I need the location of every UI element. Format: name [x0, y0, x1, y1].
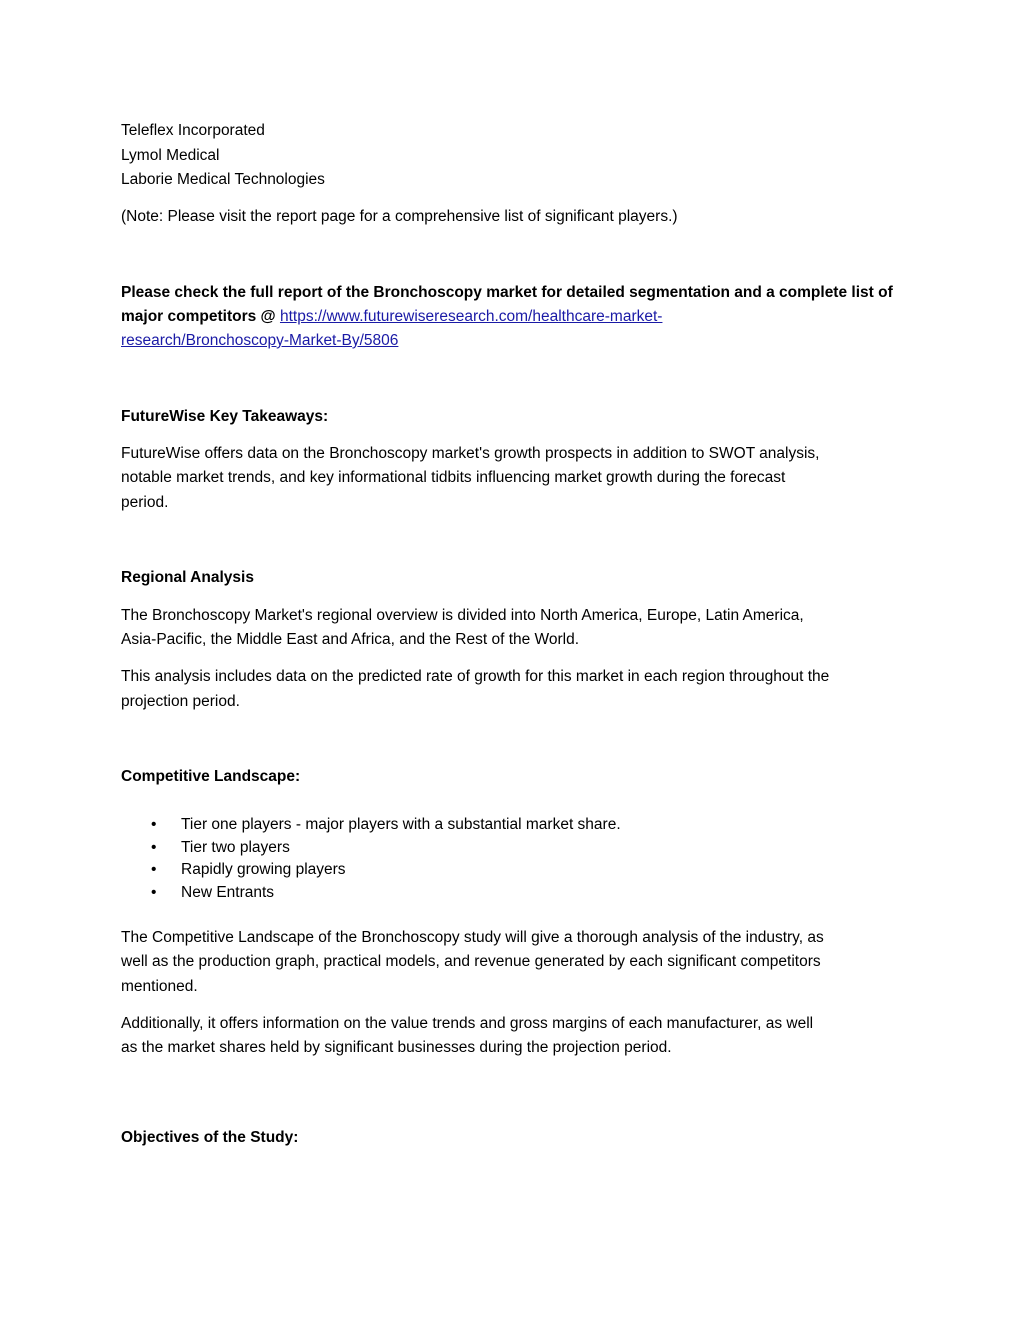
- company-name: Laborie Medical Technologies: [121, 171, 325, 188]
- bullet-icon: •: [151, 838, 157, 856]
- list-item-text: Rapidly growing players: [181, 861, 346, 878]
- regional-paragraph-line: This analysis includes data on the predicted rate of growth for this market in each region throughout the: [121, 668, 830, 685]
- list-item: [121, 837, 621, 860]
- regional-heading: Regional Analysis: [121, 569, 254, 586]
- list-item: [121, 814, 621, 837]
- report-link-line2[interactable]: research/Bronchoscopy-Market-By/5806: [121, 332, 399, 349]
- bullet-icon: •: [151, 816, 157, 833]
- note-text: (Note: Please visit the report page for a comprehensive list of significant players.): [121, 208, 678, 225]
- list-item-text: Tier one players - major players with a substantial market share.: [181, 816, 621, 833]
- competitive-heading: Competitive Landscape:: [121, 768, 301, 785]
- competitive-bullet-list: [121, 814, 621, 904]
- competitive-paragraph-line: Additionally, it offers information on the value trends and gross margins of each manufacturer, as well: [121, 1015, 814, 1032]
- objectives-heading: Objectives of the Study:: [121, 1129, 299, 1146]
- list-item: [121, 882, 621, 905]
- regional-paragraph-line: Asia-Pacific, the Middle East and Africa, and the Rest of the World.: [121, 631, 580, 648]
- takeaways-line: FutureWise offers data on the Bronchoscopy market's growth prospects in addition to SWOT analysis,: [121, 445, 820, 462]
- competitive-paragraph-line: well as the production graph, practical models, and revenue generated by each significant competitors: [121, 953, 821, 970]
- regional-paragraph-line: projection period.: [121, 692, 240, 710]
- report-cta-text: [121, 281, 911, 329]
- competitive-paragraph-line: as the market shares held by significant businesses during the projection period.: [121, 1038, 672, 1056]
- takeaways-line: period.: [121, 493, 169, 511]
- bullet-icon: •: [151, 883, 157, 901]
- bullet-icon: •: [151, 861, 157, 878]
- list-item-text: New Entrants: [181, 883, 275, 901]
- takeaways-heading: FutureWise Key Takeaways:: [121, 408, 329, 425]
- competitive-paragraph-line: The Competitive Landscape of the Bronchoscopy study will give a thorough analysis of the industry, as: [121, 929, 824, 946]
- company-name: Teleflex Incorporated: [121, 122, 265, 139]
- company-name: Lymol Medical: [121, 146, 220, 164]
- report-link-continued[interactable]: [121, 329, 911, 353]
- report-link[interactable]: https://www.futurewiseresearch.com/healthcare-market-: [279, 308, 663, 325]
- takeaways-line: notable market trends, and key informational tidbits influencing market growth during the forecast: [121, 469, 786, 486]
- regional-paragraph-line: The Bronchoscopy Market's regional overview is divided into North America, Europe, Latin America,: [121, 606, 804, 624]
- report-cta-label: Please check the full report of the Bronchoscopy market for detailed segmentation and a complete list of major competitors @: [121, 284, 893, 325]
- list-item: [121, 859, 621, 882]
- competitive-paragraph-line: mentioned.: [121, 977, 198, 995]
- list-item-text: Tier two players: [181, 838, 290, 856]
